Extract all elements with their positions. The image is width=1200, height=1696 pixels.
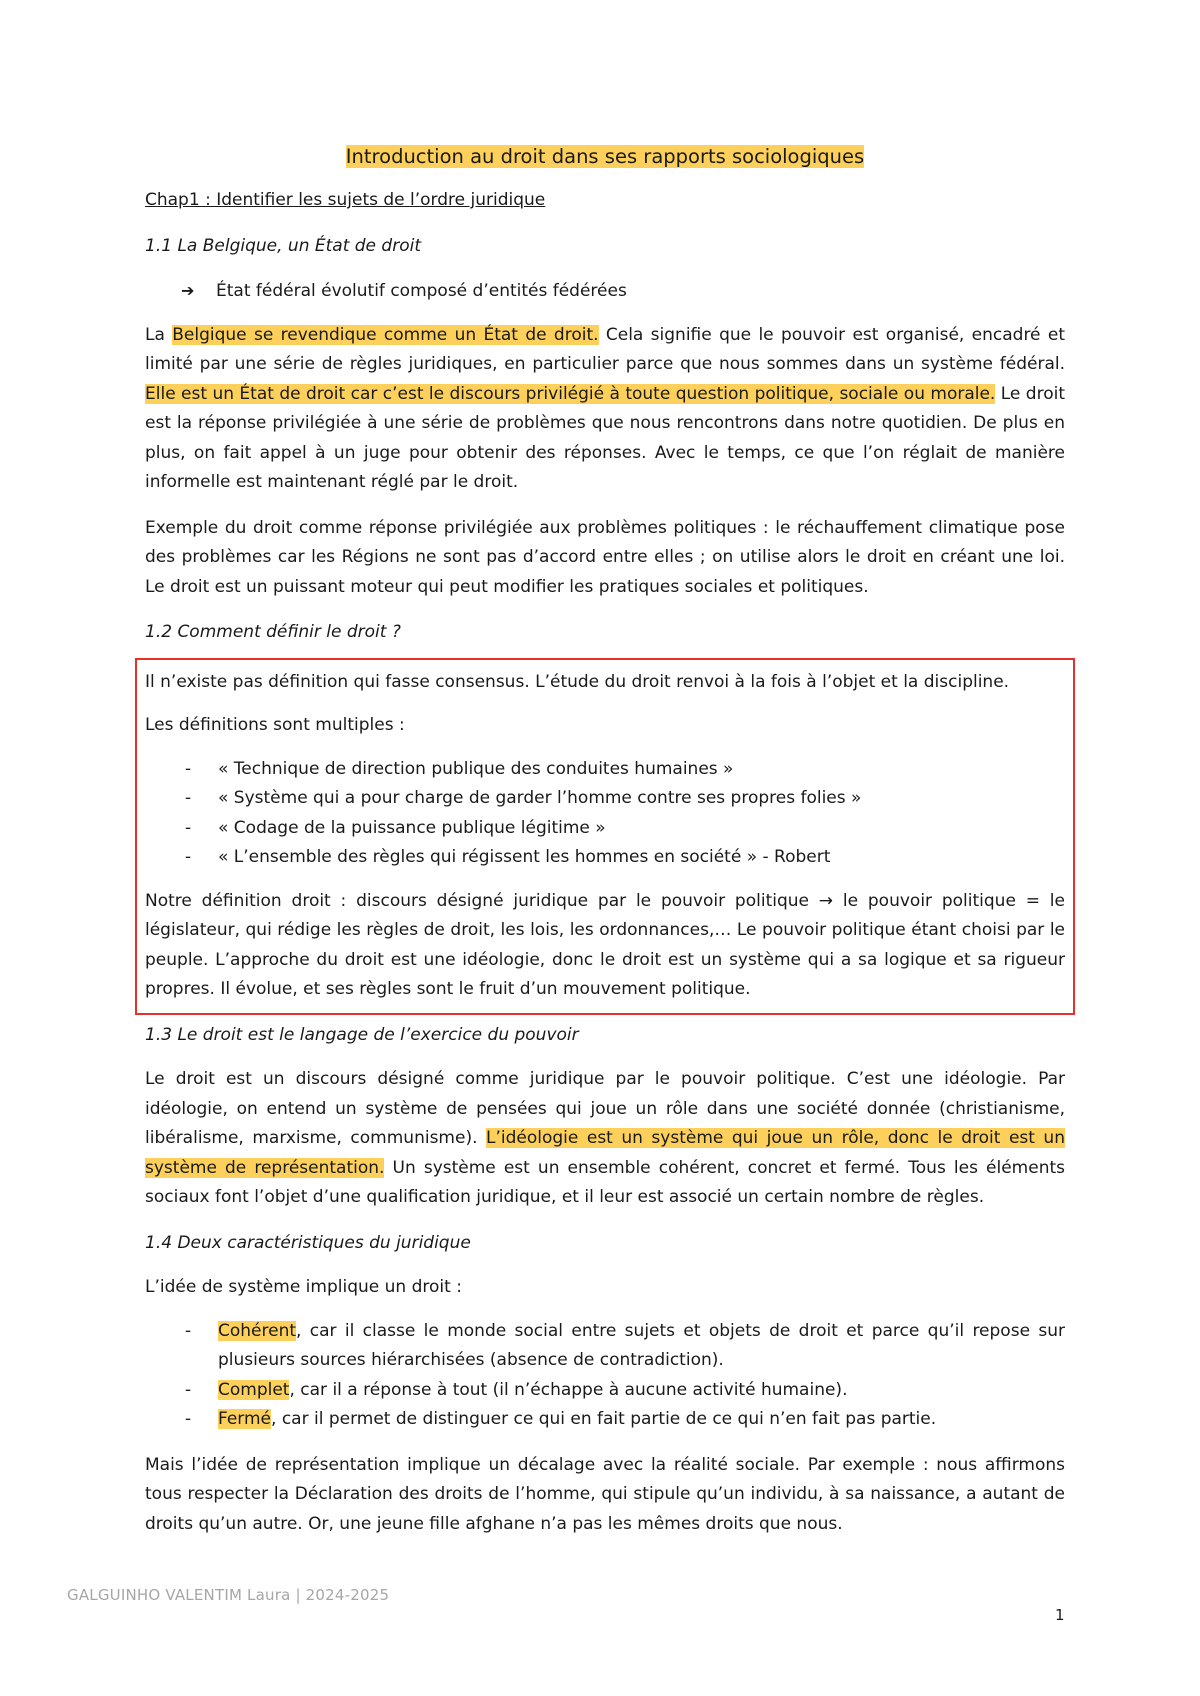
chapter-heading: Chap1 : Identifier les sujets de l’ordre juridique	[145, 190, 546, 210]
highlight-run: Fermé	[218, 1409, 272, 1429]
section-heading-1-1: 1.1 La Belgique, un État de droit	[145, 235, 421, 256]
section-heading-1-3: 1.3 Le droit est le langage de l’exercice du pouvoir	[145, 1024, 579, 1045]
dash-bullet: -	[185, 847, 192, 867]
list-item-text: « Technique de direction publique des conduites humaines »	[218, 758, 734, 779]
dash-bullet: -	[185, 758, 192, 779]
paragraph-consensus: Il n’existe pas définition qui fasse consensus. L’étude du droit renvoi à la fois à l’objet et la discipline.	[145, 671, 1010, 692]
section-heading-1-2: 1.2 Comment définir le droit ?	[145, 622, 401, 642]
list-item-text: , car il permet de distinguer ce qui en fait partie de ce qui n’en fait pas partie.	[271, 1409, 937, 1429]
document-content	[145, 142, 1065, 1555]
list-item-text: , car il a réponse à tout (il n’échappe à aucune activité humaine).	[289, 1379, 848, 1400]
paragraph-exemple: Exemple du droit comme réponse privilégiée aux problèmes politiques : le réchauffement climatique pose des problèmes car les Régions ne sont pas d’accord entre elles ; on utilise alors le droit en créant une loi. Le droit est un puissant moteur qui peut modifier les pratiques sociales et politiques.	[145, 517, 1065, 597]
arrow-bullet-text: État fédéral évolutif composé d’entités fédérées	[216, 281, 627, 301]
paragraph-representation: Mais l’idée de représentation implique un décalage avec la réalité sociale. Par exemple : nous affirmons tous respecter la Déclaration des droits de l’homme, qui stipule qu’un individu, à sa naissance, a autant de droits qu’un autre. Or, une jeune fille afghane n’a pas les mêmes droits que nous.	[145, 1454, 1065, 1534]
dash-bullet: -	[185, 788, 192, 808]
list-item	[145, 1376, 1065, 1406]
text-run: Le droit est un discours désigné comme juridique par le pouvoir politique. C’est une idéologie. Par idéologie, on entend un système de pensées qui joue un rôle dans une société donnée (christianisme, libéralisme, marxisme, communisme).	[145, 1069, 1065, 1148]
highlight-run: L’idéologie est un système qui joue un rôle, donc le droit est un système de représentation.	[145, 1128, 1065, 1178]
dash-bullet: -	[185, 1320, 192, 1341]
paragraph-belgique	[145, 321, 1065, 498]
list-item	[145, 755, 1065, 785]
title-highlight: Introduction au droit dans ses rapports sociologiques	[345, 145, 865, 168]
paragraph-notre-definition: Notre définition droit : discours désigné juridique par le pouvoir politique → le pouvoir politique = le législateur, qui rédige les règles de droit, les lois, les ordonnances,… Le pouvoir politique étant choisi par le peuple. L’approche du droit est une idéologie, donc le droit est un système qui a sa logique et sa rigueur propres. Il évolue, et ses règles sont le fruit d’un mouvement politique.	[145, 890, 1065, 999]
text-run: La	[145, 324, 173, 345]
definition-box	[135, 658, 1075, 1015]
list-item	[145, 814, 1065, 844]
highlight-run: Cohérent	[218, 1320, 297, 1341]
list-item	[145, 843, 1065, 873]
page-number: 1	[1055, 1606, 1065, 1624]
list-item	[145, 1405, 1065, 1435]
dash-bullet: -	[185, 1379, 192, 1400]
list-item	[145, 784, 1065, 814]
list-item-text: « Codage de la puissance publique légitime »	[218, 817, 606, 838]
highlight-run: Complet	[218, 1379, 290, 1400]
arrow-right-icon: ➔	[181, 281, 195, 300]
paragraph-definitions-intro: Les définitions sont multiples :	[145, 715, 405, 735]
list-item-text: , car il classe le monde social entre sujets et objets de droit et parce qu’il repose sur plusieurs sources hiérarchisées (absence de contradiction).	[218, 1320, 1065, 1370]
text-run: Un système est un ensemble cohérent, concret et fermé. Tous les éléments sociaux font l’objet d’une qualification juridique, et il leur est associé un certain nombre de règles.	[145, 1157, 1065, 1207]
paragraph-systeme-intro: L’idée de système implique un droit :	[145, 1277, 462, 1297]
definitions-list	[145, 755, 1065, 873]
section-heading-1-4: 1.4 Deux caractéristiques du juridique	[145, 1232, 471, 1253]
highlight-run: Belgique se revendique comme un État de droit.	[172, 324, 599, 345]
list-item	[145, 1317, 1065, 1376]
arrow-bullet	[145, 276, 1065, 307]
dash-bullet: -	[185, 817, 192, 838]
list-item-text: « L’ensemble des règles qui régissent les hommes en société » - Robert	[218, 847, 831, 867]
document-title	[145, 142, 1065, 172]
list-item-text: « Système qui a pour charge de garder l’homme contre ses propres folies »	[218, 788, 862, 808]
text-run: Le droit est la réponse privilégiée à une série de problèmes que nous rencontrons dans notre quotidien. De plus en plus, on fait appel à un juge pour obtenir des réponses. Avec le temps, ce que l’on réglait de manière informelle est maintenant réglé par le droit.	[145, 383, 1065, 492]
footer-author: GALGUINHO VALENTIM Laura | 2024-2025	[67, 1586, 390, 1604]
paragraph-langage-pouvoir	[145, 1065, 1065, 1213]
text-run: Cela signifie que le pouvoir est organisé, encadré et limité par une série de règles juridiques, en particulier parce que nous sommes dans un système fédéral.	[145, 324, 1065, 374]
characteristics-list	[145, 1317, 1065, 1435]
highlight-run: Elle est un État de droit car c’est le discours privilégié à toute question politique, sociale ou morale.	[145, 383, 996, 404]
dash-bullet: -	[185, 1409, 192, 1429]
